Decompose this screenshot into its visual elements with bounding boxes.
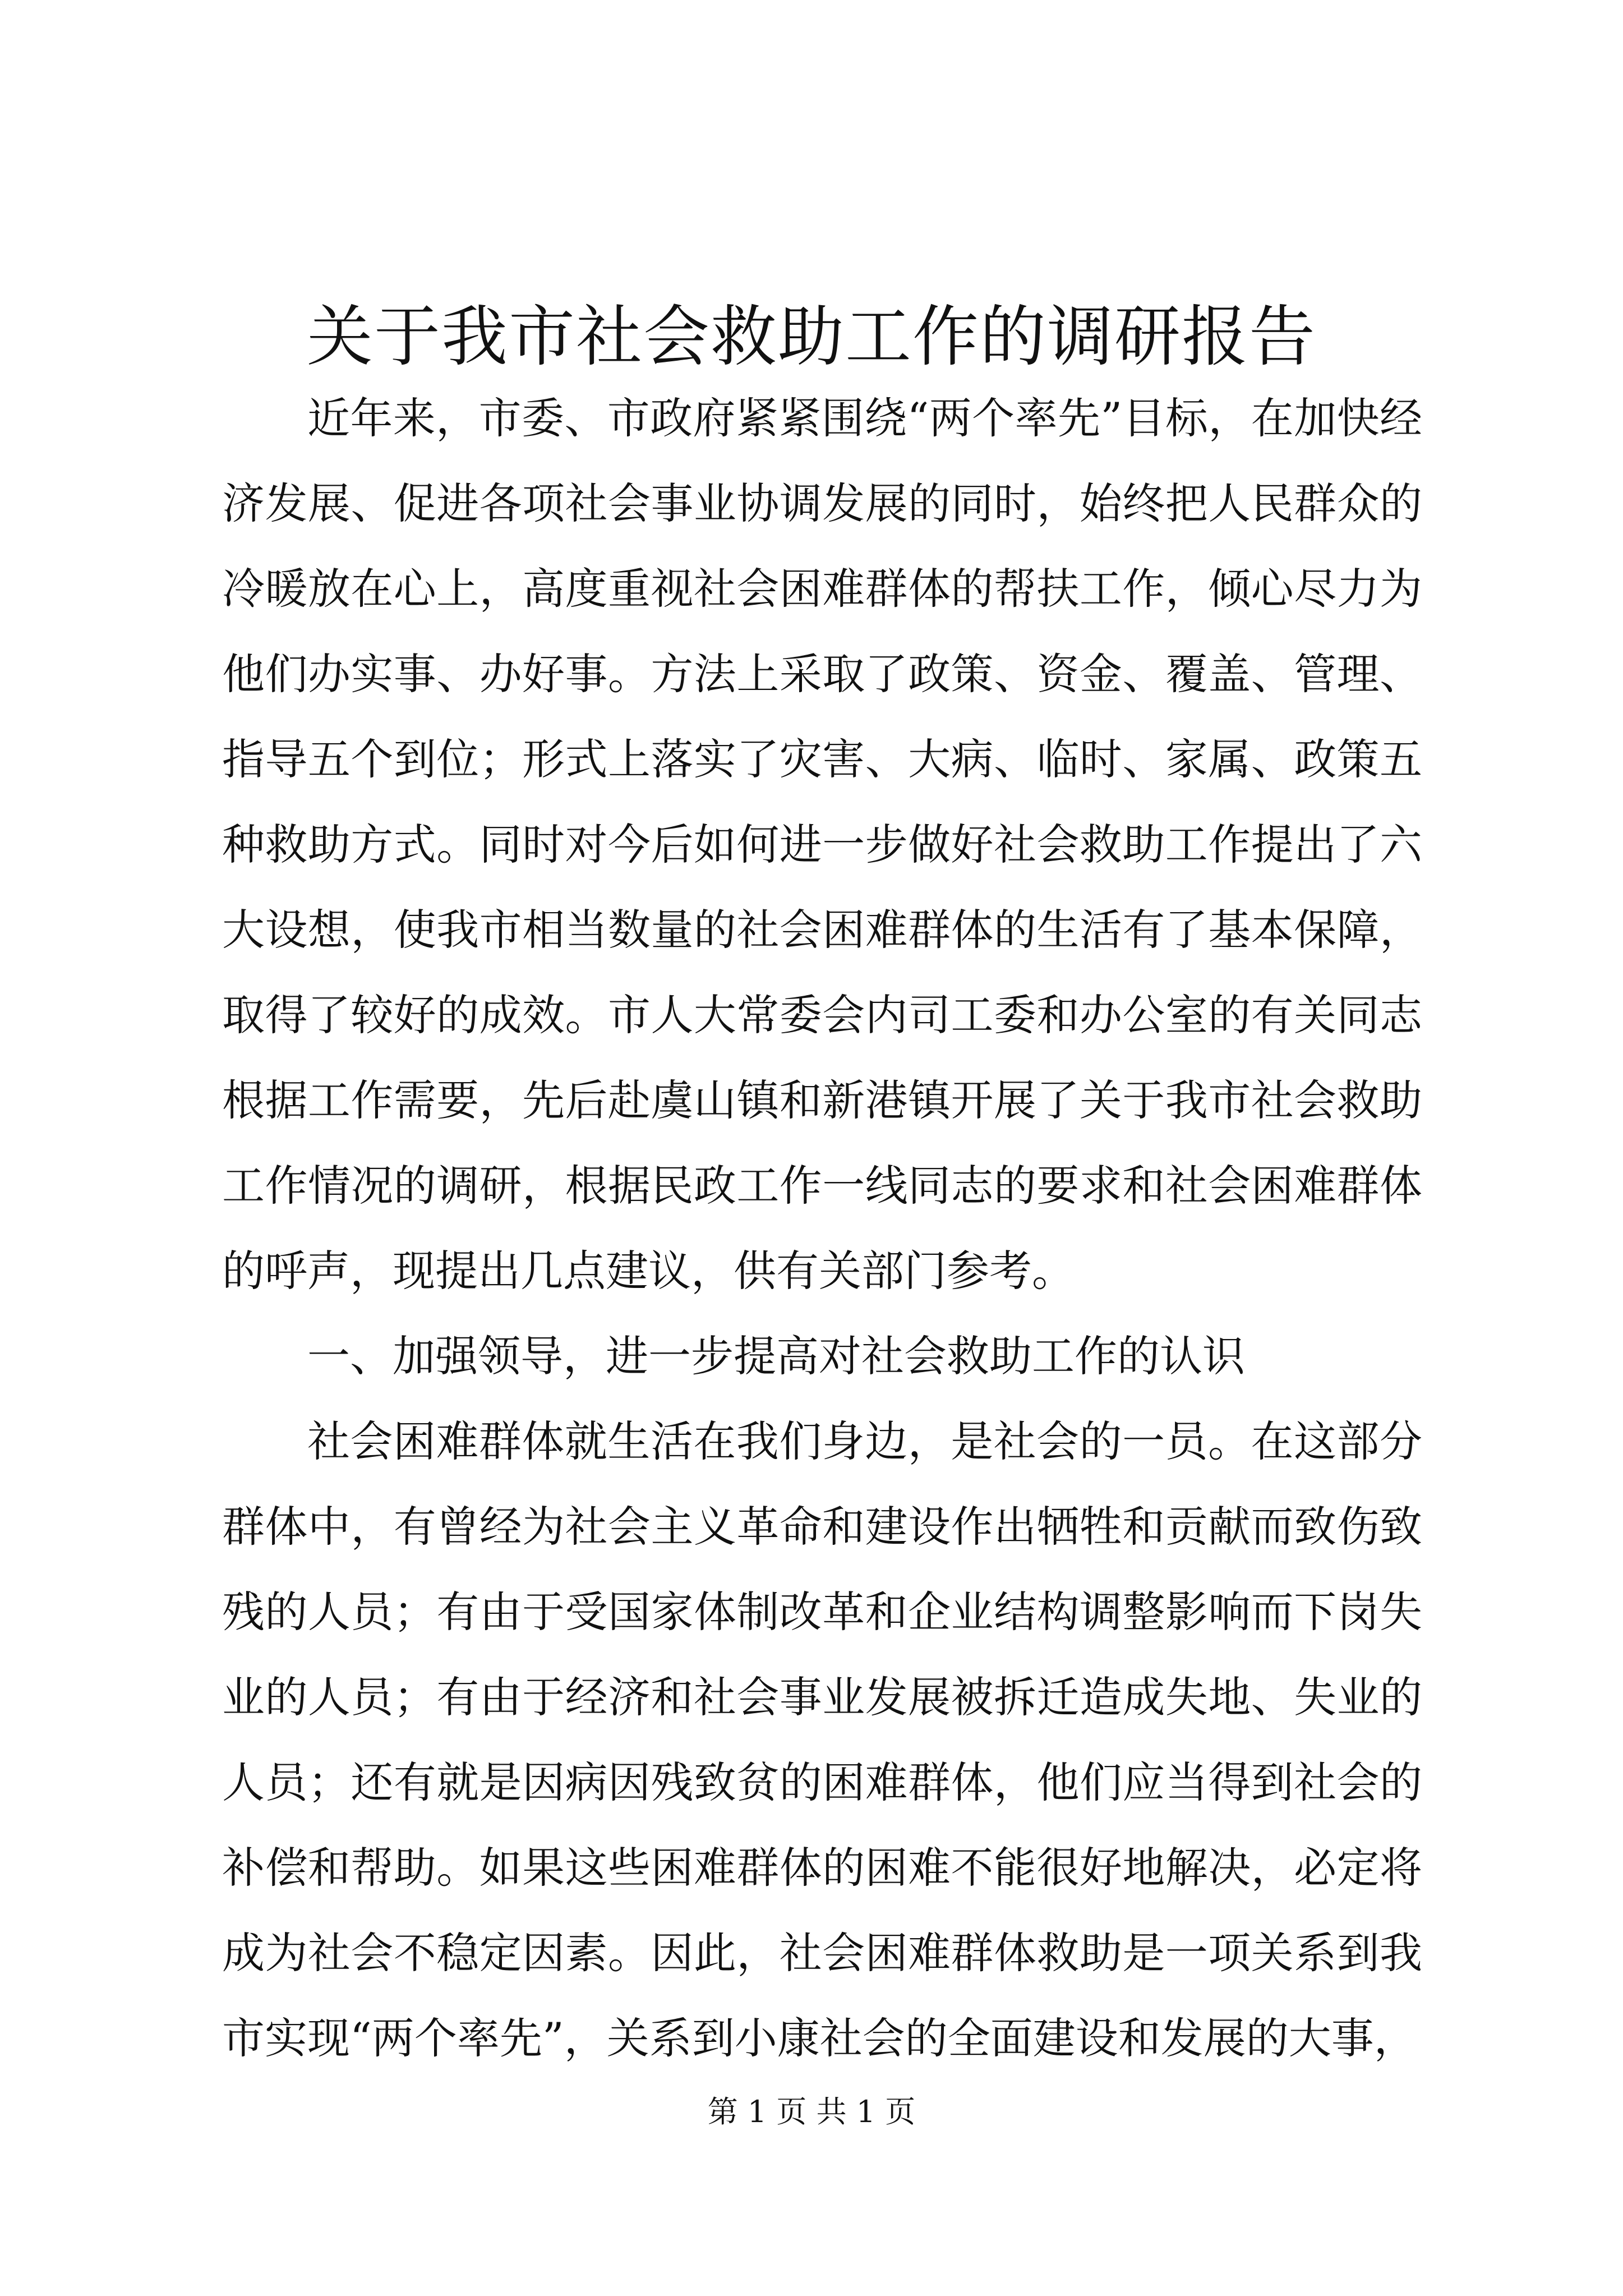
document-body <box>222 376 1422 2081</box>
document-title: 关于我市社会救助工作的调研报告 <box>306 298 1316 375</box>
section-heading-1: 一、加强领导，进一步提高对社会救助工作的认识 <box>307 1331 1245 1381</box>
paragraph-section-1: 社会困难群体就生活在我们身边，是社会的一员。在这部分群体中，有曾经为社会主义革命和建设作出牺牲和贡献而致伤致残的人员；有由于受国家体制改革和企业结构调整影响而下岗失业的人员；有由于经济和社会事业发展被拆迁造成失地、失业的人员；还有就是因病因残致贫的困难群体，他们应当得到社会的补偿和帮助。如果这些困难群体的困难不能很好地解决，必定将成为社会不稳定因素。因此，社会困难群体救助是一项关系到我市实现“两个率先”，关系到小康社会的全面建设和发展的大事， <box>222 1416 1422 2063</box>
paragraph-intro: 近年来，市委、市政府紧紧围绕“两个率先”目标，在加快经济发展、促进各项社会事业协调发展的同时，始终把人民群众的冷暖放在心上，高度重视社会困难群体的帮扶工作，倾心尽力为他们办实事、办好事。方法上采取了政策、资金、覆盖、管理、指导五个到位；形式上落实了灾害、大病、临时、家属、政策五种救助方式。同时对今后如何进一步做好社会救助工作提出了六大设想，使我市相当数量的社会困难群体的生活有了基本保障，取得了较好的成效。市人大常委会内司工委和办公室的有关同志根据工作需要，先后赴虞山镇和新港镇开展了关于我市社会救助工作情况的调研，根据民政工作一线同志的要求和社会困难群体的呼声，现提出几点建议，供有关部门参考。 <box>222 393 1422 1296</box>
page-number-footer: 第 1 页 共 1 页 <box>707 2094 916 2129</box>
